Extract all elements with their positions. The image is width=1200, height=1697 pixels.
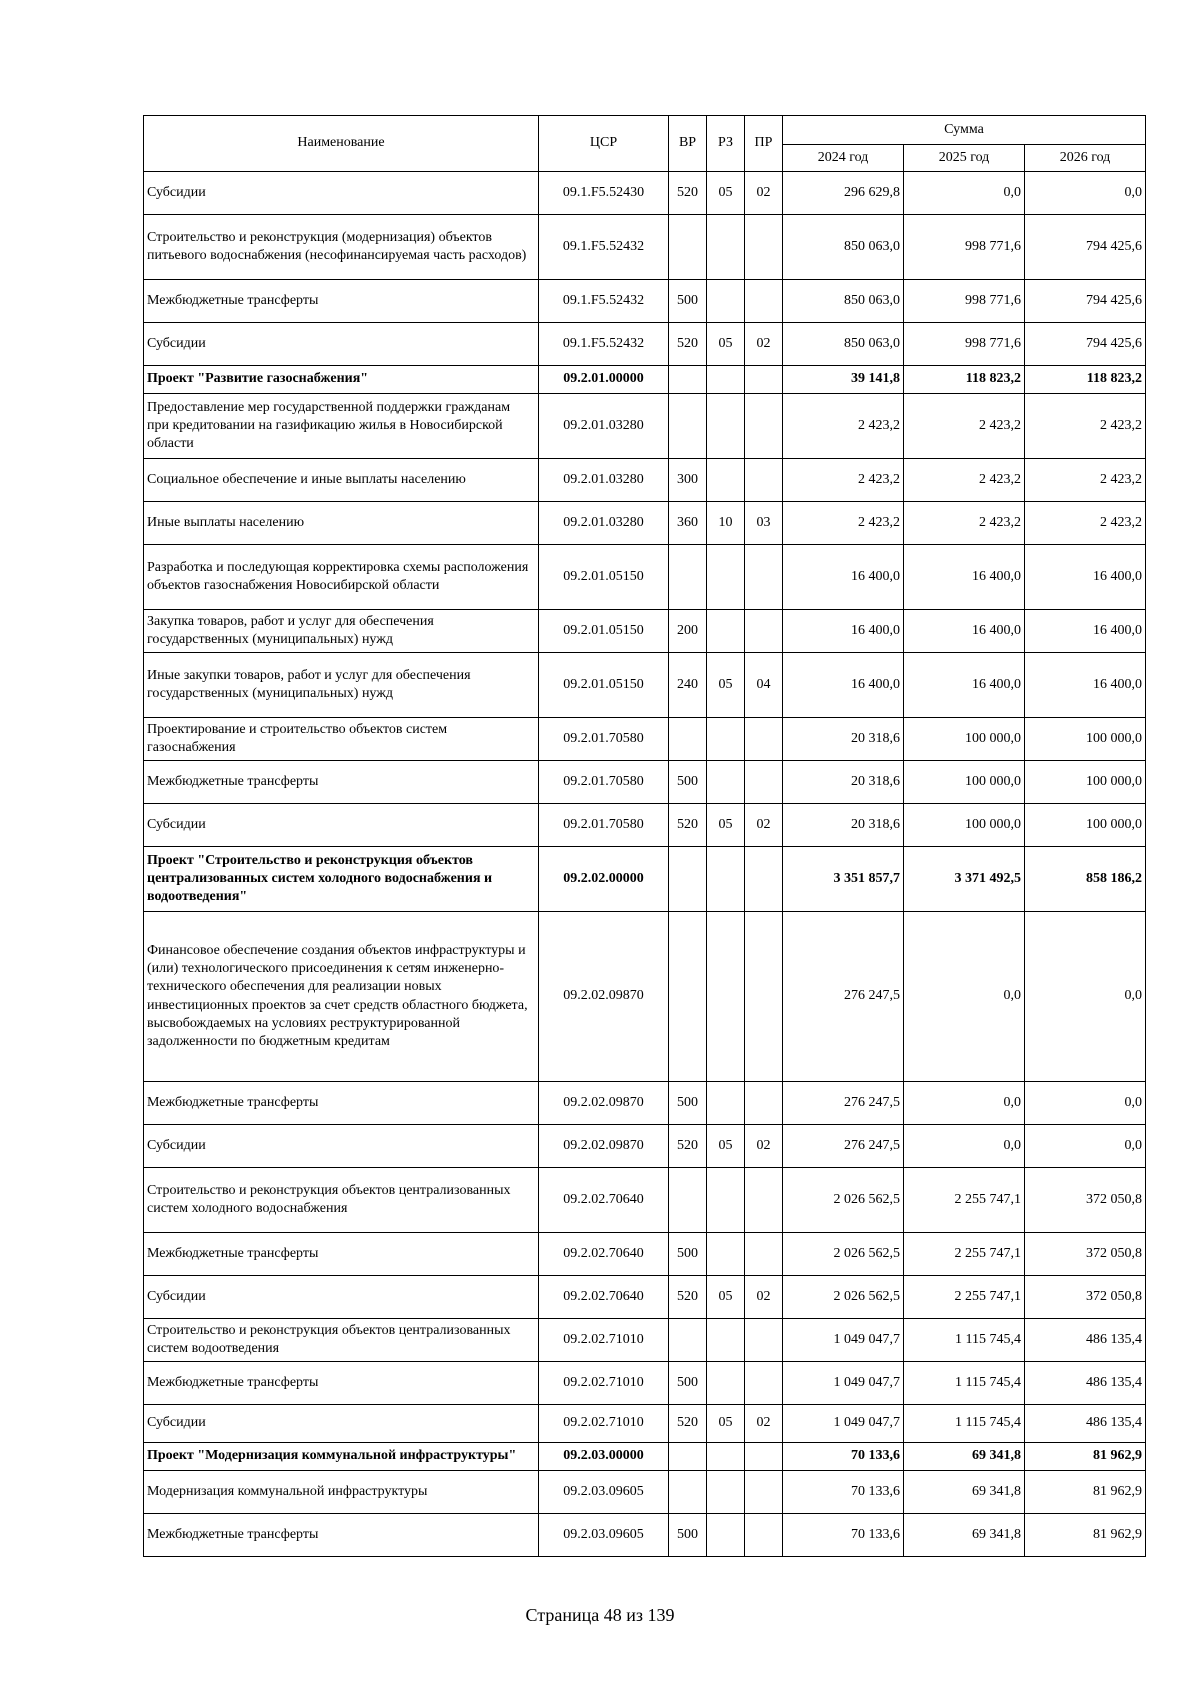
row-name-cell: Проект "Развитие газоснабжения" xyxy=(144,366,539,394)
table-row xyxy=(144,761,1146,804)
row-name-cell: Строительство и реконструкция объектов централизованных систем холодного водоснабжения xyxy=(144,1168,539,1233)
row-name-cell: Субсидии xyxy=(144,323,539,366)
row-2024-cell: 20 318,6 xyxy=(783,718,904,761)
row-vr-cell: 520 xyxy=(669,1405,707,1443)
row-2026-cell: 16 400,0 xyxy=(1025,545,1146,610)
table-row xyxy=(144,280,1146,323)
row-vr-cell: 520 xyxy=(669,172,707,215)
row-name-cell: Предоставление мер государственной поддержки гражданам при кредитовании на газификацию жилья в Новосибирской области xyxy=(144,394,539,459)
row-rz-cell xyxy=(707,610,745,653)
row-pr-cell xyxy=(745,847,783,912)
row-2025-cell: 16 400,0 xyxy=(904,653,1025,718)
row-vr-cell xyxy=(669,1319,707,1362)
row-vr-cell xyxy=(669,847,707,912)
row-pr-cell xyxy=(745,1082,783,1125)
row-rz-cell xyxy=(707,761,745,804)
row-rz-cell xyxy=(707,912,745,1082)
row-rz-cell: 05 xyxy=(707,323,745,366)
row-pr-cell xyxy=(745,610,783,653)
row-vr-cell: 500 xyxy=(669,280,707,323)
row-pr-cell xyxy=(745,1233,783,1276)
row-pr-cell xyxy=(745,1443,783,1471)
row-2024-cell: 850 063,0 xyxy=(783,280,904,323)
row-csr-cell: 09.2.02.09870 xyxy=(539,912,669,1082)
row-2026-cell: 794 425,6 xyxy=(1025,215,1146,280)
row-2025-cell: 0,0 xyxy=(904,1082,1025,1125)
row-name-cell: Финансовое обеспечение создания объектов инфраструктуры и (или) технологического присоединения к сетям инженерно-технического обеспечения для реализации новых инвестиционных проектов за счет средств областного бюджета, высвобождаемых на условиях реструктурированной задолженности по бюджетным кредитам xyxy=(144,912,539,1082)
row-csr-cell: 09.2.03.09605 xyxy=(539,1471,669,1514)
row-pr-cell xyxy=(745,761,783,804)
row-2026-cell: 16 400,0 xyxy=(1025,610,1146,653)
row-2025-cell: 998 771,6 xyxy=(904,280,1025,323)
row-rz-cell: 05 xyxy=(707,172,745,215)
row-rz-cell xyxy=(707,366,745,394)
table-row xyxy=(144,1319,1146,1362)
row-2024-cell: 3 351 857,7 xyxy=(783,847,904,912)
row-2024-cell: 1 049 047,7 xyxy=(783,1319,904,1362)
row-2024-cell: 2 026 562,5 xyxy=(783,1233,904,1276)
row-rz-cell xyxy=(707,1443,745,1471)
row-2025-cell: 69 341,8 xyxy=(904,1471,1025,1514)
table-body xyxy=(144,172,1146,1557)
row-pr-cell: 02 xyxy=(745,172,783,215)
row-csr-cell: 09.1.F5.52432 xyxy=(539,323,669,366)
row-2024-cell: 20 318,6 xyxy=(783,804,904,847)
row-pr-cell xyxy=(745,718,783,761)
table-row xyxy=(144,1362,1146,1405)
header-2024: 2024 год xyxy=(783,145,904,172)
table-row xyxy=(144,653,1146,718)
table-row xyxy=(144,459,1146,502)
row-vr-cell: 200 xyxy=(669,610,707,653)
row-2026-cell: 372 050,8 xyxy=(1025,1233,1146,1276)
row-2025-cell: 118 823,2 xyxy=(904,366,1025,394)
header-sum: Сумма xyxy=(783,116,1146,145)
row-2026-cell: 100 000,0 xyxy=(1025,761,1146,804)
row-2025-cell: 2 255 747,1 xyxy=(904,1276,1025,1319)
table-row xyxy=(144,1405,1146,1443)
row-pr-cell xyxy=(745,394,783,459)
row-pr-cell: 02 xyxy=(745,804,783,847)
row-name-cell: Иные выплаты населению xyxy=(144,502,539,545)
row-2024-cell: 276 247,5 xyxy=(783,1082,904,1125)
row-vr-cell: 360 xyxy=(669,502,707,545)
row-vr-cell: 520 xyxy=(669,1125,707,1168)
row-name-cell: Закупка товаров, работ и услуг для обеспечения государственных (муниципальных) нужд xyxy=(144,610,539,653)
row-name-cell: Субсидии xyxy=(144,1405,539,1443)
row-pr-cell: 02 xyxy=(745,323,783,366)
row-csr-cell: 09.2.02.70640 xyxy=(539,1276,669,1319)
row-2024-cell: 16 400,0 xyxy=(783,545,904,610)
row-2024-cell: 39 141,8 xyxy=(783,366,904,394)
row-csr-cell: 09.1.F5.52432 xyxy=(539,215,669,280)
row-csr-cell: 09.2.03.00000 xyxy=(539,1443,669,1471)
row-2024-cell: 2 423,2 xyxy=(783,459,904,502)
row-2026-cell: 794 425,6 xyxy=(1025,323,1146,366)
row-pr-cell xyxy=(745,1168,783,1233)
row-rz-cell: 10 xyxy=(707,502,745,545)
row-rz-cell xyxy=(707,1471,745,1514)
table-row xyxy=(144,1082,1146,1125)
row-csr-cell: 09.2.02.70640 xyxy=(539,1233,669,1276)
row-rz-cell xyxy=(707,1233,745,1276)
row-name-cell: Проект "Строительство и реконструкция объектов централизованных систем холодного водоснабжения и водоотведения" xyxy=(144,847,539,912)
row-2025-cell: 69 341,8 xyxy=(904,1443,1025,1471)
row-2026-cell: 81 962,9 xyxy=(1025,1471,1146,1514)
row-2024-cell: 850 063,0 xyxy=(783,215,904,280)
row-vr-cell: 500 xyxy=(669,1362,707,1405)
row-2024-cell: 276 247,5 xyxy=(783,1125,904,1168)
row-pr-cell xyxy=(745,912,783,1082)
row-2026-cell: 0,0 xyxy=(1025,1082,1146,1125)
table-row xyxy=(144,912,1146,1082)
row-vr-cell: 500 xyxy=(669,1514,707,1557)
row-name-cell: Строительство и реконструкция объектов централизованных систем водоотведения xyxy=(144,1319,539,1362)
row-pr-cell xyxy=(745,215,783,280)
table-row xyxy=(144,1125,1146,1168)
row-csr-cell: 09.2.01.70580 xyxy=(539,761,669,804)
row-pr-cell xyxy=(745,366,783,394)
row-name-cell: Проектирование и строительство объектов систем газоснабжения xyxy=(144,718,539,761)
row-2024-cell: 296 629,8 xyxy=(783,172,904,215)
row-vr-cell: 500 xyxy=(669,761,707,804)
row-vr-cell xyxy=(669,1471,707,1514)
header-2025: 2025 год xyxy=(904,145,1025,172)
row-2026-cell: 486 135,4 xyxy=(1025,1362,1146,1405)
row-pr-cell xyxy=(745,459,783,502)
row-csr-cell: 09.2.02.71010 xyxy=(539,1362,669,1405)
row-pr-cell: 02 xyxy=(745,1276,783,1319)
row-csr-cell: 09.2.01.00000 xyxy=(539,366,669,394)
row-name-cell: Субсидии xyxy=(144,172,539,215)
row-2025-cell: 100 000,0 xyxy=(904,761,1025,804)
row-csr-cell: 09.2.01.03280 xyxy=(539,394,669,459)
row-csr-cell: 09.2.02.70640 xyxy=(539,1168,669,1233)
row-2024-cell: 276 247,5 xyxy=(783,912,904,1082)
row-2025-cell: 1 115 745,4 xyxy=(904,1319,1025,1362)
table-row xyxy=(144,1471,1146,1514)
row-name-cell: Иные закупки товаров, работ и услуг для обеспечения государственных (муниципальных) нужд xyxy=(144,653,539,718)
row-2026-cell: 81 962,9 xyxy=(1025,1443,1146,1471)
row-pr-cell: 02 xyxy=(745,1405,783,1443)
row-2026-cell: 0,0 xyxy=(1025,912,1146,1082)
row-pr-cell xyxy=(745,1319,783,1362)
row-vr-cell: 520 xyxy=(669,323,707,366)
table-row xyxy=(144,847,1146,912)
row-rz-cell xyxy=(707,1168,745,1233)
row-2024-cell: 850 063,0 xyxy=(783,323,904,366)
row-2026-cell: 118 823,2 xyxy=(1025,366,1146,394)
row-2025-cell: 0,0 xyxy=(904,912,1025,1082)
row-name-cell: Межбюджетные трансферты xyxy=(144,280,539,323)
row-rz-cell xyxy=(707,1362,745,1405)
row-vr-cell xyxy=(669,366,707,394)
row-csr-cell: 09.2.01.05150 xyxy=(539,545,669,610)
header-2026: 2026 год xyxy=(1025,145,1146,172)
row-2024-cell: 70 133,6 xyxy=(783,1443,904,1471)
row-rz-cell: 05 xyxy=(707,653,745,718)
row-vr-cell: 500 xyxy=(669,1082,707,1125)
budget-table xyxy=(143,115,1146,1557)
table-row xyxy=(144,502,1146,545)
row-2025-cell: 2 255 747,1 xyxy=(904,1168,1025,1233)
row-2025-cell: 0,0 xyxy=(904,1125,1025,1168)
row-csr-cell: 09.2.02.71010 xyxy=(539,1319,669,1362)
row-vr-cell: 520 xyxy=(669,804,707,847)
row-name-cell: Строительство и реконструкция (модернизация) объектов питьевого водоснабжения (несофинансируемая часть расходов) xyxy=(144,215,539,280)
row-rz-cell xyxy=(707,1514,745,1557)
row-2026-cell: 372 050,8 xyxy=(1025,1276,1146,1319)
row-2025-cell: 2 423,2 xyxy=(904,394,1025,459)
row-csr-cell: 09.2.02.00000 xyxy=(539,847,669,912)
row-2024-cell: 16 400,0 xyxy=(783,653,904,718)
row-2026-cell: 794 425,6 xyxy=(1025,280,1146,323)
row-2024-cell: 1 049 047,7 xyxy=(783,1405,904,1443)
row-pr-cell: 04 xyxy=(745,653,783,718)
row-csr-cell: 09.2.01.70580 xyxy=(539,804,669,847)
row-2024-cell: 70 133,6 xyxy=(783,1471,904,1514)
table-row xyxy=(144,718,1146,761)
row-csr-cell: 09.2.01.03280 xyxy=(539,459,669,502)
row-csr-cell: 09.2.01.05150 xyxy=(539,610,669,653)
row-pr-cell xyxy=(745,545,783,610)
row-2024-cell: 2 423,2 xyxy=(783,394,904,459)
row-vr-cell: 240 xyxy=(669,653,707,718)
row-2025-cell: 100 000,0 xyxy=(904,718,1025,761)
table-row xyxy=(144,610,1146,653)
row-2025-cell: 16 400,0 xyxy=(904,545,1025,610)
row-vr-cell xyxy=(669,1443,707,1471)
row-pr-cell xyxy=(745,1514,783,1557)
row-2026-cell: 2 423,2 xyxy=(1025,459,1146,502)
row-name-cell: Межбюджетные трансферты xyxy=(144,1082,539,1125)
row-rz-cell xyxy=(707,459,745,502)
page-number: Страница 48 из 139 xyxy=(525,1605,675,1625)
row-2025-cell: 1 115 745,4 xyxy=(904,1362,1025,1405)
row-pr-cell xyxy=(745,280,783,323)
row-rz-cell xyxy=(707,718,745,761)
row-name-cell: Субсидии xyxy=(144,1125,539,1168)
row-pr-cell xyxy=(745,1471,783,1514)
row-csr-cell: 09.2.02.09870 xyxy=(539,1082,669,1125)
table-row xyxy=(144,1276,1146,1319)
table-row xyxy=(144,323,1146,366)
row-pr-cell xyxy=(745,1362,783,1405)
row-2024-cell: 2 026 562,5 xyxy=(783,1168,904,1233)
row-2025-cell: 998 771,6 xyxy=(904,323,1025,366)
row-csr-cell: 09.2.01.70580 xyxy=(539,718,669,761)
row-2026-cell: 858 186,2 xyxy=(1025,847,1146,912)
row-2026-cell: 100 000,0 xyxy=(1025,804,1146,847)
row-2026-cell: 486 135,4 xyxy=(1025,1405,1146,1443)
header-csr: ЦСР xyxy=(539,116,669,172)
table-row xyxy=(144,366,1146,394)
header-rz: РЗ xyxy=(707,116,745,172)
row-pr-cell: 03 xyxy=(745,502,783,545)
table-row xyxy=(144,545,1146,610)
header-name: Наименование xyxy=(144,116,539,172)
row-name-cell: Субсидии xyxy=(144,1276,539,1319)
row-name-cell: Проект "Модернизация коммунальной инфраструктуры" xyxy=(144,1443,539,1471)
row-vr-cell xyxy=(669,718,707,761)
row-csr-cell: 09.1.F5.52430 xyxy=(539,172,669,215)
row-name-cell: Межбюджетные трансферты xyxy=(144,1514,539,1557)
row-csr-cell: 09.2.01.03280 xyxy=(539,502,669,545)
row-vr-cell xyxy=(669,1168,707,1233)
row-2026-cell: 486 135,4 xyxy=(1025,1319,1146,1362)
row-rz-cell xyxy=(707,545,745,610)
row-2026-cell: 0,0 xyxy=(1025,172,1146,215)
row-rz-cell: 05 xyxy=(707,1405,745,1443)
row-2026-cell: 100 000,0 xyxy=(1025,718,1146,761)
row-2024-cell: 2 026 562,5 xyxy=(783,1276,904,1319)
table-row xyxy=(144,804,1146,847)
table-row xyxy=(144,215,1146,280)
row-2025-cell: 2 423,2 xyxy=(904,459,1025,502)
row-rz-cell xyxy=(707,1319,745,1362)
row-vr-cell: 520 xyxy=(669,1276,707,1319)
row-rz-cell xyxy=(707,1082,745,1125)
row-name-cell: Межбюджетные трансферты xyxy=(144,761,539,804)
row-csr-cell: 09.2.01.05150 xyxy=(539,653,669,718)
row-2026-cell: 81 962,9 xyxy=(1025,1514,1146,1557)
row-rz-cell xyxy=(707,280,745,323)
table-row xyxy=(144,1514,1146,1557)
row-2024-cell: 70 133,6 xyxy=(783,1514,904,1557)
row-name-cell: Субсидии xyxy=(144,804,539,847)
row-2025-cell: 1 115 745,4 xyxy=(904,1405,1025,1443)
header-vr: ВР xyxy=(669,116,707,172)
row-rz-cell xyxy=(707,215,745,280)
row-rz-cell xyxy=(707,394,745,459)
table-row xyxy=(144,394,1146,459)
row-2025-cell: 69 341,8 xyxy=(904,1514,1025,1557)
row-vr-cell xyxy=(669,545,707,610)
table-row xyxy=(144,1443,1146,1471)
row-2025-cell: 3 371 492,5 xyxy=(904,847,1025,912)
row-pr-cell: 02 xyxy=(745,1125,783,1168)
row-csr-cell: 09.2.02.09870 xyxy=(539,1125,669,1168)
table-header xyxy=(144,116,1146,172)
row-rz-cell xyxy=(707,847,745,912)
row-2024-cell: 2 423,2 xyxy=(783,502,904,545)
row-vr-cell: 500 xyxy=(669,1233,707,1276)
row-2025-cell: 16 400,0 xyxy=(904,610,1025,653)
row-vr-cell xyxy=(669,215,707,280)
row-vr-cell xyxy=(669,912,707,1082)
row-csr-cell: 09.2.03.09605 xyxy=(539,1514,669,1557)
table-row xyxy=(144,172,1146,215)
row-2024-cell: 20 318,6 xyxy=(783,761,904,804)
header-pr: ПР xyxy=(745,116,783,172)
row-vr-cell: 300 xyxy=(669,459,707,502)
row-rz-cell: 05 xyxy=(707,1125,745,1168)
row-2026-cell: 0,0 xyxy=(1025,1125,1146,1168)
row-2025-cell: 0,0 xyxy=(904,172,1025,215)
row-2024-cell: 16 400,0 xyxy=(783,610,904,653)
row-2025-cell: 2 255 747,1 xyxy=(904,1233,1025,1276)
row-rz-cell: 05 xyxy=(707,804,745,847)
row-2025-cell: 2 423,2 xyxy=(904,502,1025,545)
row-vr-cell xyxy=(669,394,707,459)
row-name-cell: Модернизация коммунальной инфраструктуры xyxy=(144,1471,539,1514)
row-name-cell: Разработка и последующая корректировка схемы расположения объектов газоснабжения Новосибирской области xyxy=(144,545,539,610)
row-csr-cell: 09.1.F5.52432 xyxy=(539,280,669,323)
row-2026-cell: 372 050,8 xyxy=(1025,1168,1146,1233)
row-name-cell: Социальное обеспечение и иные выплаты населению xyxy=(144,459,539,502)
row-2026-cell: 2 423,2 xyxy=(1025,394,1146,459)
row-rz-cell: 05 xyxy=(707,1276,745,1319)
row-csr-cell: 09.2.02.71010 xyxy=(539,1405,669,1443)
row-name-cell: Межбюджетные трансферты xyxy=(144,1233,539,1276)
row-2026-cell: 16 400,0 xyxy=(1025,653,1146,718)
table-row xyxy=(144,1233,1146,1276)
row-name-cell: Межбюджетные трансферты xyxy=(144,1362,539,1405)
table-row xyxy=(144,1168,1146,1233)
row-2026-cell: 2 423,2 xyxy=(1025,502,1146,545)
row-2025-cell: 998 771,6 xyxy=(904,215,1025,280)
row-2025-cell: 100 000,0 xyxy=(904,804,1025,847)
row-2024-cell: 1 049 047,7 xyxy=(783,1362,904,1405)
